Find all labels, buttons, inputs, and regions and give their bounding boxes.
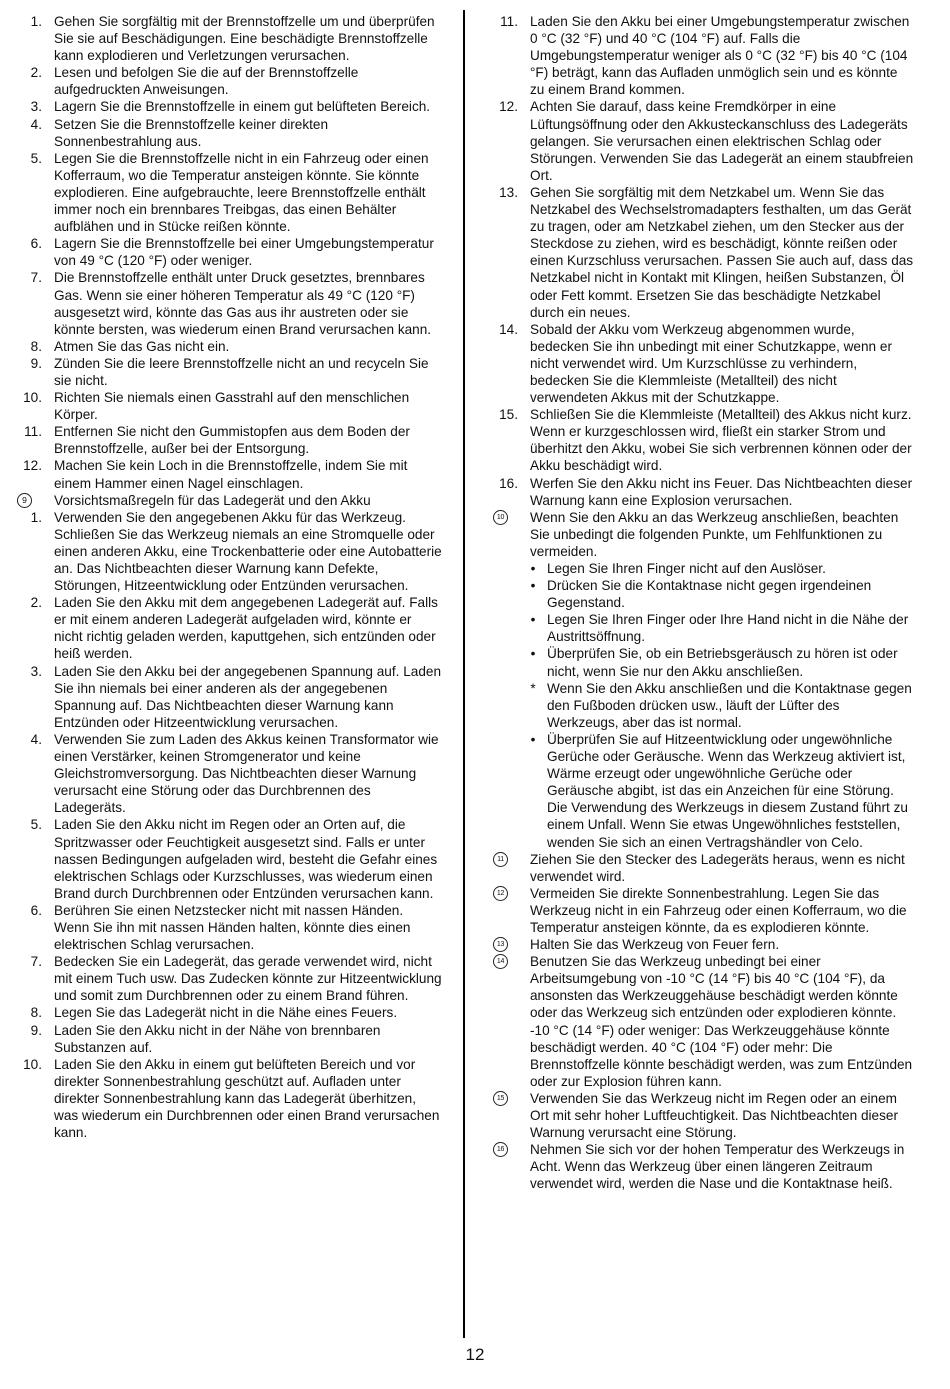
section-heading: [490, 1141, 914, 1192]
item-number: 3.: [30, 99, 42, 115]
bullet-icon: •: [530, 578, 536, 594]
list-item: [14, 816, 442, 901]
item-text: Wenn Sie den Akku anschließen und die Kontaktnase gegen den Fußboden drücken usw., läuft der Lüfter des Werkzeugs, aber das ist normal.: [547, 680, 912, 730]
item-number: 11.: [24, 424, 42, 440]
item-text: Drücken Sie die Kontaktnase nicht gegen irgendeinen Gegenstand.: [547, 578, 872, 611]
item-number: 2.: [30, 65, 42, 81]
list-item: [14, 338, 442, 355]
item-number: 2.: [30, 595, 42, 611]
item-text: Ziehen Sie den Stecker des Ladegeräts heraus, wenn es nicht verwendet wird.: [530, 851, 905, 884]
list-item: [490, 184, 914, 321]
bullet-item: [490, 577, 914, 611]
column-divider: [463, 10, 465, 1338]
item-text: Die Brennstoffzelle enthält unter Druck gesetztes, brennbares Gas. Wenn sie einer höheren Temperatur als 49 °C (120 °F) ausgesetzt wird, könnte das Gas aus ihr austreten oder sie könnte bersten, was wiederum einen Brand verursachen kann.: [54, 270, 432, 337]
bullet-icon: •: [530, 612, 536, 628]
item-text: Machen Sie kein Loch in die Brennstoffzelle, indem Sie mit einem Hammer einen Nagel einschlagen.: [54, 458, 408, 491]
circled-number-badge: 13: [493, 937, 508, 952]
item-number: 11.: [500, 14, 518, 29]
section-heading: [14, 492, 442, 509]
item-text: Gehen Sie sorgfältig mit dem Netzkabel um. Wenn Sie das Netzkabel des Wechselstromadapters festhalten, um das Gerät zu tragen, oder am Netzkabel ziehen, um den Stecker aus der Steckdose zu ziehen, wird es beschädigt, könnte reißen oder einen Kurzschluss verursachen. Passen Sie auch auf, dass das Netzkabel nicht in Kontakt mit Klingen, heißen Substanzen, Öl oder Fett kommt. Ersetzen Sie das beschädigte Netzkabel durch ein neues.: [530, 184, 914, 320]
list-item: [14, 269, 442, 337]
item-number: 14.: [499, 321, 518, 337]
section-heading: [490, 936, 914, 953]
item-text: Laden Sie den Akku nicht in der Nähe von brennbaren Substanzen auf.: [54, 1022, 381, 1055]
item-text: Richten Sie niemals einen Gasstrahl auf den menschlichen Körper.: [54, 390, 410, 423]
item-number: 1.: [30, 509, 42, 525]
circled-number-badge: 15: [493, 1091, 508, 1106]
item-number: 7.: [30, 270, 42, 286]
list-item: [14, 953, 442, 1004]
list-item: [14, 116, 442, 150]
item-text: Laden Sie den Akku mit dem angegebenen Ladegerät auf. Falls er mit einem anderen Ladegerät aufgeladen wird, könnte er nicht richtig geladen werden, kaputtgehen, sich entzünden oder heiß werden.: [54, 595, 438, 662]
section-heading: [490, 1090, 914, 1141]
section-heading: [490, 509, 914, 560]
item-number: 6.: [30, 902, 42, 918]
item-text: Legen Sie das Ladegerät nicht in die Nähe eines Feuers.: [54, 1005, 398, 1021]
list-item: [14, 64, 442, 98]
circled-number-badge: 11: [493, 852, 508, 867]
item-text: Gehen Sie sorgfältig mit der Brennstoffzelle um und überprüfen Sie sie auf Beschädigungen. Eine beschädigte Brennstoffzelle kann explodieren und Verletzungen verursachen.: [54, 14, 435, 64]
list-item: [14, 13, 442, 64]
list-item: [490, 98, 914, 183]
item-text: Verwenden Sie den angegebenen Akku für das Werkzeug. Schließen Sie das Werkzeug niemals an eine Stromquelle oder einen anderen Akku, eine Trockenbatterie oder eine Autobatterie an. Das Nichtbeachten dieser Warnung kann Defekte, Störungen, Hitzeentwicklung oder Entzünden verursachen.: [54, 509, 442, 594]
section-heading: [490, 953, 914, 1090]
item-number: 9.: [30, 1022, 42, 1038]
bullet-item: [490, 731, 914, 851]
item-text: Wenn Sie den Akku an das Werkzeug anschließen, beachten Sie unbedingt die folgenden Punkte, um Fehlfunktionen zu vermeiden.: [530, 509, 899, 559]
item-number: 5.: [30, 150, 42, 166]
right-column: [490, 13, 914, 1192]
circled-number-badge: 12: [493, 886, 508, 901]
list-item: [14, 1004, 442, 1021]
item-text: Achten Sie darauf, dass keine Fremdkörper in eine Lüftungsöffnung oder den Akkusteckanschluss des Ladegeräts gelangen. Sie verursachen einen elektrischen Schlag oder Störungen. Verwenden Sie das Ladegerät an einem staubfreien Ort.: [530, 99, 914, 183]
list-item: [14, 663, 442, 731]
bullet-icon: •: [530, 731, 536, 747]
list-item: [14, 509, 442, 594]
item-text: Benutzen Sie das Werkzeug unbedingt bei einer Arbeitsumgebung von -10 °C (14 °F) bis 40 °C (104 °F), da ansonsten das Werkzeuggehäuse beschädigt werden könnte oder das Werkzeug sich entzünden oder explodieren könnte. -10 °C (14 °F) oder weniger: Das Werkzeuggehäuse könnte beschädigt werden. 40 °C (104 °F) oder mehr: Die Brennstoffzelle könnte beschädigt werden, was zum Entzünden oder zur Explosion führen kann.: [530, 954, 913, 1089]
bullet-item: [490, 560, 914, 577]
item-number: 12.: [499, 99, 518, 115]
bullet-icon: •: [530, 646, 536, 662]
item-text: Halten Sie das Werkzeug von Feuer fern.: [530, 937, 780, 953]
bullet-item: [490, 645, 914, 679]
item-text: Entfernen Sie nicht den Gummistopfen aus dem Boden der Brennstoffzelle, außer bei der Entsorgung.: [54, 424, 410, 457]
item-number: 15.: [499, 407, 518, 423]
item-text: Lagern Sie die Brennstoffzelle in einem gut belüfteten Bereich.: [54, 99, 431, 115]
bullet-icon: •: [530, 561, 536, 576]
left-column: [14, 13, 442, 1141]
item-text: Berühren Sie einen Netzstecker nicht mit nassen Händen. Wenn Sie ihn mit nassen Händen halten, könnte dies einen elektrischen Schlag verursachen.: [54, 902, 411, 953]
item-text: Vermeiden Sie direkte Sonnenbestrahlung. Legen Sie das Werkzeug nicht in ein Fahrzeug oder einen Kofferraum, wo die Temperatur ansteigen könnte, da es explodieren könnte.: [530, 885, 907, 935]
item-number: 8.: [30, 338, 42, 354]
item-text: Bedecken Sie ein Ladegerät, das gerade verwendet wird, nicht mit einem Tuch usw. Das Zudecken könnte zur Hitzeentwicklung und somit zum Durchbrennen oder zu einem Brand führen.: [54, 954, 442, 1004]
list-item: [490, 406, 914, 474]
item-number: 5.: [30, 817, 42, 833]
list-item: [490, 475, 914, 509]
item-text: Sobald der Akku vom Werkzeug abgenommen wurde, bedecken Sie ihn unbedingt mit einer Schutzkappe, wenn er nicht verwendet wird. Um Kurzschlüsse zu verhindern, bedecken Sie die Klemmleiste (Metallteil) des nicht verwendeten Akkus mit der Schutzkappe.: [530, 321, 892, 406]
item-number: 16.: [499, 475, 518, 491]
list-item: [14, 389, 442, 423]
item-text: Laden Sie den Akku bei einer Umgebungstemperatur zwischen 0 °C (32 °F) und 40 °C (104 °F) auf. Falls die Umgebungstemperatur weniger als 0 °C (32 °F) bis 40 °C (104 °F) beträgt, kann das Aufladen unmöglich sein und es könnte zu einem Brand kommen.: [530, 14, 910, 98]
list-item: [14, 1022, 442, 1056]
circled-number-badge: 9: [17, 493, 32, 508]
page-number: 12: [465, 1345, 485, 1364]
item-number: 10.: [23, 1056, 42, 1072]
list-item: [14, 423, 442, 457]
item-number: 13.: [499, 184, 518, 200]
list-item: [14, 731, 442, 816]
item-number: 8.: [30, 1005, 42, 1021]
list-item: [14, 1056, 442, 1141]
item-text: Legen Sie die Brennstoffzelle nicht in ein Fahrzeug oder einen Kofferraum, wo die Temperatur ansteigen könnte. Sie könnte explodieren. Eine aufgebrauchte, leere Brennstoffzelle enthält immer noch ein brennbares Treibgas, das einen Behälter aufblähen und in Stücke reißen könnte.: [54, 150, 429, 235]
item-text: Vorsichtsmaßregeln für das Ladegerät und den Akku: [54, 492, 371, 508]
item-text: Überprüfen Sie, ob ein Betriebsgeräusch zu hören ist oder nicht, wenn Sie nur den Akku anschließen.: [547, 646, 898, 679]
list-item: [14, 457, 442, 491]
item-number: 10.: [23, 390, 42, 406]
item-number: 1.: [30, 14, 42, 29]
item-text: Verwenden Sie zum Laden des Akkus keinen Transformator wie einen Verstärker, keinen Stromgenerator und keine Gleichstromversorgung. Das Nichtbeachten dieser Warnung verursacht eine Störung oder das Durchbrennen des Ladegeräts.: [54, 731, 439, 816]
list-item: [14, 355, 442, 389]
section-heading: [490, 851, 914, 885]
list-item: [14, 594, 442, 662]
section-heading: [490, 885, 914, 936]
bullet-item: [490, 611, 914, 645]
asterisk-icon: *: [530, 680, 536, 696]
item-text: Laden Sie den Akku in einem gut belüfteten Bereich und vor direkter Sonnenbestrahlung geschützt auf. Aufladen unter direkter Sonnenbestrahlung kann das Ladegerät überhitzen, was wiederum ein Durchbrennen oder einen Brand verursachen kann.: [54, 1056, 440, 1141]
item-text: Schließen Sie die Klemmleiste (Metallteil) des Akkus nicht kurz. Wenn er kurzgeschlossen wird, fließt ein starker Strom und überhitzt den Akku, wobei Sie sich verbrennen können oder der Akku beschädigt wird.: [530, 407, 912, 474]
item-text: Nehmen Sie sich vor der hohen Temperatur des Werkzeugs in Acht. Wenn das Werkzeug über einen längeren Zeitraum verwendet wird, werden die Nase und die Kontaktnase heiß.: [530, 1142, 905, 1192]
item-text: Zünden Sie die leere Brennstoffzelle nicht an und recyceln Sie sie nicht.: [54, 355, 429, 388]
item-number: 4.: [30, 116, 42, 132]
item-text: Legen Sie Ihren Finger nicht auf den Auslöser.: [547, 561, 826, 576]
item-number: 9.: [30, 355, 42, 371]
item-number: 3.: [30, 663, 42, 679]
list-item: [14, 235, 442, 269]
list-item: [14, 150, 442, 235]
circled-number-badge: 10: [493, 510, 508, 525]
item-text: Laden Sie den Akku bei der angegebenen Spannung auf. Laden Sie ihn niemals bei einer anderen als der angegebenen Spannung auf. Das Nichtbeachten dieser Warnung kann Entzünden oder Hitzeentwicklung verursachen.: [54, 663, 442, 730]
item-text: Legen Sie Ihren Finger oder Ihre Hand nicht in die Nähe der Austrittsöffnung.: [547, 612, 909, 645]
list-item: [490, 321, 914, 406]
item-text: Lesen und befolgen Sie die auf der Brennstoffzelle aufgedruckten Anweisungen.: [54, 65, 359, 98]
bullet-item: [490, 680, 914, 731]
list-item: [14, 902, 442, 953]
list-item: [14, 98, 442, 115]
circled-number-badge: 16: [493, 1142, 508, 1157]
item-text: Lagern Sie die Brennstoffzelle bei einer Umgebungstemperatur von 49 °C (120 °F) oder weniger.: [54, 236, 434, 269]
item-text: Verwenden Sie das Werkzeug nicht im Regen oder an einem Ort mit sehr hoher Luftfeuchtigkeit. Das Nichtbeachten dieser Warnung verursacht eine Störung.: [530, 1090, 898, 1141]
list-item: [490, 13, 914, 98]
item-text: Setzen Sie die Brennstoffzelle keiner direkten Sonnenbestrahlung aus.: [54, 116, 329, 149]
item-text: Laden Sie den Akku nicht im Regen oder an Orten auf, die Spritzwasser oder Feuchtigkeit ausgesetzt sind. Falls er unter nassen Bedingungen aufgeladen wird, besteht die Gefahr eines elektrischen Schlags oder Kurzschlusses, was wiederum einen Brand durch Durchbrennen oder Entzünden verursachen kann.: [54, 817, 438, 901]
item-number: 6.: [30, 236, 42, 252]
item-number: 12.: [23, 458, 42, 474]
circled-number-badge: 14: [493, 954, 508, 969]
item-number: 7.: [30, 954, 42, 970]
item-text: Werfen Sie den Akku nicht ins Feuer. Das Nichtbeachten dieser Warnung kann eine Explosion verursachen.: [530, 475, 913, 508]
item-text: Atmen Sie das Gas nicht ein.: [54, 338, 230, 354]
item-number: 4.: [30, 731, 42, 747]
item-text: Überprüfen Sie auf Hitzeentwicklung oder ungewöhnliche Gerüche oder Geräusche. Wenn das Werkzeug aktiviert ist, Wärme erzeugt oder ungewöhnliche Gerüche oder Geräusche abgibt, ist das ein Anzeichen für eine Störung. Die Verwendung des Werkzeugs in diesem Zustand führt zu einem Unfall. Wenn Sie etwas Ungewöhnliches feststellen, wenden Sie sich an einen Vertragshändler von Celo.: [547, 731, 908, 850]
